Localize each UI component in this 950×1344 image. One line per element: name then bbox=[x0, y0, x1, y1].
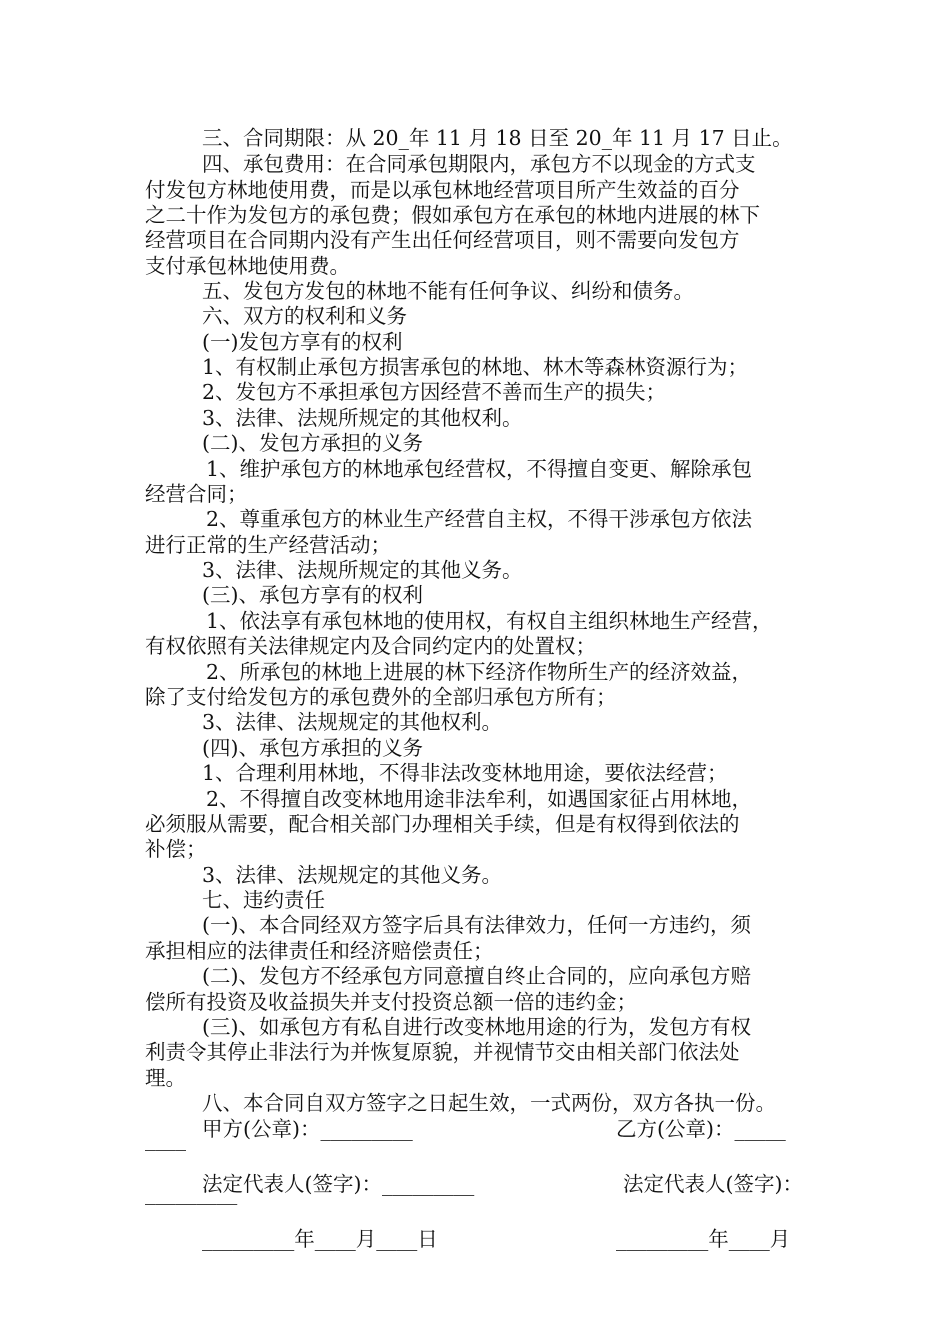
party-a-seal: 甲方(公章)：_________ bbox=[202, 1117, 413, 1141]
item-line-cont: 理。 bbox=[145, 1066, 186, 1090]
item-line: (一)、本合同经双方签字后具有法律效力，任何一方违约，须 bbox=[202, 913, 751, 937]
item-line-cont: 偿所有投资及收益损失并支付投资总额一倍的违约金； bbox=[145, 990, 637, 1014]
clause-5: 五、发包方发包的林地不能有任何争议、纠纷和债务。 bbox=[202, 279, 694, 303]
clause-6-heading: 六、双方的权利和义务 bbox=[202, 304, 407, 328]
party-b-rep-signature: 法定代表人(签字)： bbox=[623, 1172, 803, 1196]
subsection-heading: (三)、承包方享有的权利 bbox=[202, 583, 423, 607]
clause-4-fee-cont: 之二十作为发包方的承包费；假如承包方在承包的林地内进展的林下 bbox=[145, 203, 760, 227]
item-line-cont: 经营合同； bbox=[145, 482, 248, 506]
item-line: 1、依法享有承包林地的使用权，有权自主组织林地生产经营， bbox=[206, 609, 773, 633]
clause-7-heading: 七、违约责任 bbox=[202, 888, 325, 912]
item-line-cont: 必须服从需要，配合相关部门办理相关手续，但是有权得到依法的 bbox=[145, 812, 740, 836]
item-line: 3、法律、法规规定的其他义务。 bbox=[202, 863, 503, 887]
clause-4-fee: 四、承包费用：在合同承包期限内，承包方不以现金的方式支 bbox=[202, 152, 756, 176]
subsection-heading: (一)发包方享有的权利 bbox=[202, 330, 403, 354]
item-line: 2、不得擅自改变林地用途非法牟利，如遇国家征占用林地， bbox=[206, 787, 753, 811]
party-a-date: _________年____月____日 bbox=[202, 1227, 438, 1251]
subsection-heading: (四)、承包方承担的义务 bbox=[202, 736, 423, 760]
clause-4-fee-cont: 付发包方林地使用费，而是以承包林地经营项目所产生效益的百分 bbox=[145, 178, 740, 202]
item-line-cont: 除了支付给发包方的承包费外的全部归承包方所有； bbox=[145, 685, 617, 709]
item-line: 1、合理利用林地，不得非法改变林地用途，要依法经营； bbox=[202, 761, 728, 785]
item-line: 2、尊重承包方的林业生产经营自主权，不得干涉承包方依法 bbox=[206, 507, 753, 531]
party-b-seal: 乙方(公章)：_____ bbox=[616, 1117, 786, 1141]
item-line-cont: 利责令其停止非法行为并恢复原貌，并视情节交由相关部门依法处 bbox=[145, 1040, 740, 1064]
item-line-cont: 进行正常的生产经营活动； bbox=[145, 533, 391, 557]
item-line-cont: 有权依照有关法律规定内及合同约定内的处置权； bbox=[145, 634, 596, 658]
item-line: 2、发包方不承担承包方因经营不善而生产的损失； bbox=[202, 380, 667, 404]
clause-3-term: 三、合同期限：从 20_年 11 月 18 日至 20_年 11 月 17 日止。 bbox=[202, 126, 793, 150]
item-line-cont: 补偿； bbox=[145, 837, 207, 861]
item-line: 3、法律、法规规定的其他权利。 bbox=[202, 710, 503, 734]
item-line: (三)、如承包方有私自进行改变林地用途的行为，发包方有权 bbox=[202, 1015, 751, 1039]
party-b-seal-cont: ____ bbox=[145, 1127, 186, 1151]
item-line: 1、有权制止承包方损害承包的林地、林木等森林资源行为； bbox=[202, 355, 749, 379]
clause-4-fee-cont: 支付承包林地使用费。 bbox=[145, 254, 350, 278]
subsection-heading: (二)、发包方承担的义务 bbox=[202, 431, 423, 455]
item-line: 1、维护承包方的林地承包经营权，不得擅自变更、解除承包 bbox=[206, 457, 753, 481]
party-b-date: _________年____月 bbox=[616, 1227, 791, 1251]
item-line: 3、法律、法规所规定的其他义务。 bbox=[202, 558, 523, 582]
clause-8: 八、本合同自双方签字之日起生效，一式两份，双方各执一份。 bbox=[202, 1091, 776, 1115]
party-a-rep-signature: 法定代表人(签字)：_________ bbox=[202, 1172, 475, 1196]
item-line: (二)、发包方不经承包方同意擅自终止合同的，应向承包方赔 bbox=[202, 964, 751, 988]
item-line: 2、所承包的林地上进展的林下经济作物所生产的经济效益， bbox=[206, 660, 753, 684]
clause-4-fee-cont: 经营项目在合同期内没有产生出任何经营项目，则不需要向发包方 bbox=[145, 228, 740, 252]
item-line-cont: 承担相应的法律责任和经济赔偿责任； bbox=[145, 939, 494, 963]
item-line: 3、法律、法规所规定的其他权利。 bbox=[202, 406, 523, 430]
party-b-rep-signature-cont: _________ bbox=[145, 1181, 238, 1205]
